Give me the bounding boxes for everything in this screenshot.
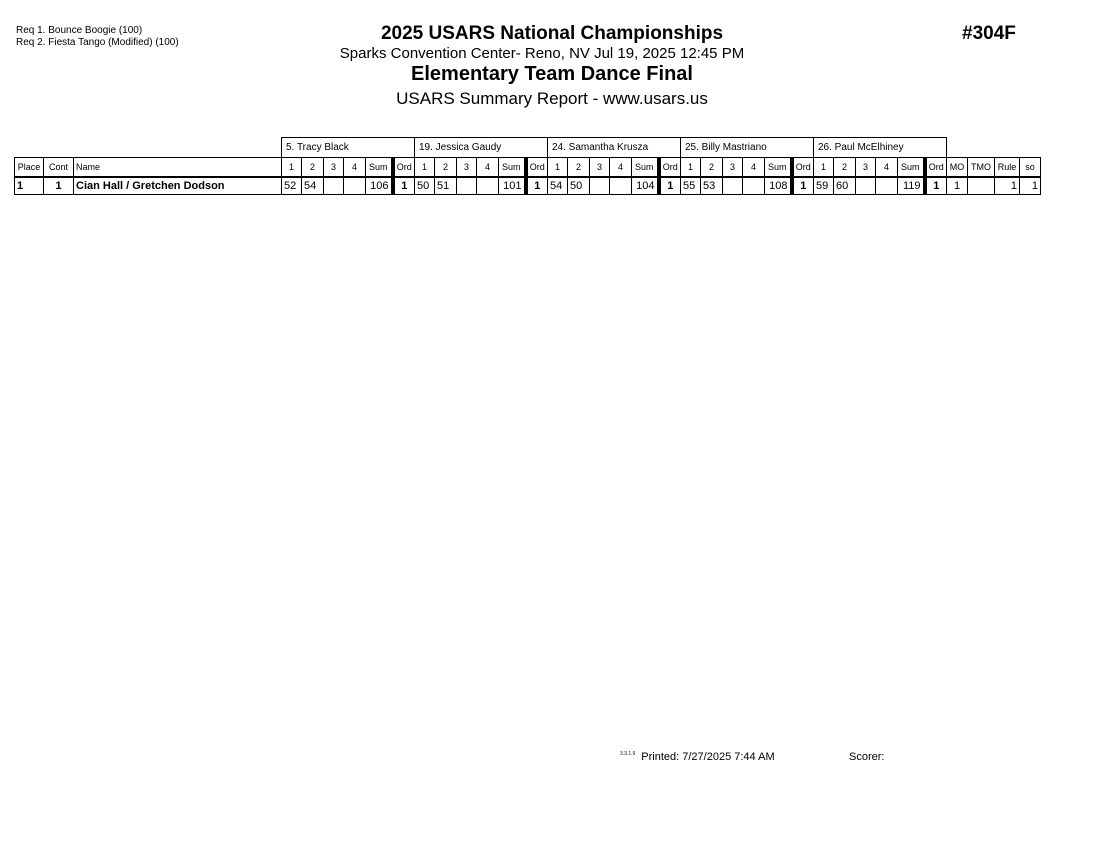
ordinal-cell: 1 (925, 177, 947, 195)
score-cell (856, 177, 876, 195)
table-row (15, 177, 1041, 195)
score-cell (324, 177, 344, 195)
score-cell (344, 177, 366, 195)
score-cell (723, 177, 743, 195)
sum-cell: 106 (366, 177, 393, 195)
score-cell: 54 (302, 177, 324, 195)
score-cell: 52 (282, 177, 302, 195)
column-header: 2 (568, 158, 590, 178)
column-header: 2 (701, 158, 723, 178)
sum-cell: 119 (898, 177, 925, 195)
column-header: 4 (477, 158, 499, 178)
column-header: Ord (925, 158, 947, 178)
column-header: 4 (344, 158, 366, 178)
print-footer (620, 751, 775, 763)
summary-table (14, 137, 1041, 195)
sum-cell: 101 (499, 177, 526, 195)
blank-cell (15, 138, 282, 158)
mo-cell: 1 (947, 177, 968, 195)
column-header: 1 (415, 158, 435, 178)
column-header: 3 (324, 158, 344, 178)
score-cell (590, 177, 610, 195)
event-title: Elementary Team Dance Final (411, 63, 693, 85)
column-header: 2 (834, 158, 856, 178)
column-header: 2 (435, 158, 457, 178)
score-cell: 59 (814, 177, 834, 195)
column-header: 4 (610, 158, 632, 178)
ordinal-cell: 1 (792, 177, 814, 195)
score-cell: 50 (568, 177, 590, 195)
judge-name: 24. Samantha Krusza (548, 138, 681, 158)
column-header: so (1020, 158, 1041, 178)
column-header: Ord (526, 158, 548, 178)
score-cell (743, 177, 765, 195)
judge-row (15, 138, 1041, 158)
column-header: Sum (499, 158, 526, 178)
column-header: TMO (968, 158, 995, 178)
tmo-cell (968, 177, 995, 195)
requirement-1: Req 1. Bounce Boogie (100) (16, 25, 143, 36)
score-cell: 51 (435, 177, 457, 195)
column-header: 3 (590, 158, 610, 178)
judge-name: 19. Jessica Gaudy (415, 138, 548, 158)
score-cell: 53 (701, 177, 723, 195)
column-header: 1 (282, 158, 302, 178)
printed-date: Printed: 7/27/2025 7:44 AM (641, 751, 775, 763)
sum-cell: 108 (765, 177, 792, 195)
score-cell: 60 (834, 177, 856, 195)
column-header: 3 (723, 158, 743, 178)
column-header: 1 (814, 158, 834, 178)
competition-title: 2025 USARS National Championships (380, 23, 724, 44)
column-header: Place (15, 158, 44, 178)
column-header: 2 (302, 158, 324, 178)
column-header: 4 (876, 158, 898, 178)
sum-cell: 104 (632, 177, 659, 195)
scorer-label: Scorer: (849, 751, 885, 763)
column-header: Cont (44, 158, 74, 178)
column-header: MO (947, 158, 968, 178)
so-cell: 1 (1020, 177, 1041, 195)
column-header: Ord (792, 158, 814, 178)
ordinal-cell: 1 (526, 177, 548, 195)
column-header: Name (74, 158, 282, 178)
header-row (15, 158, 1041, 178)
venue-date: Sparks Convention Center- Reno, NV Jul 19, 2025 12:45 PM (339, 45, 745, 62)
score-cell: 55 (681, 177, 701, 195)
score-cell (610, 177, 632, 195)
place-cell: 1 (15, 177, 44, 195)
score-cell: 50 (415, 177, 435, 195)
column-header: 1 (548, 158, 568, 178)
blank-cell (947, 138, 1041, 158)
judge-name: 26. Paul McElhiney (814, 138, 947, 158)
cont-cell: 1 (44, 177, 74, 195)
score-cell (457, 177, 477, 195)
column-header: Ord (393, 158, 415, 178)
column-header: 3 (457, 158, 477, 178)
ordinal-cell: 1 (393, 177, 415, 195)
column-header: Sum (765, 158, 792, 178)
rule-cell: 1 (995, 177, 1020, 195)
judge-name: 25. Billy Mastriano (681, 138, 814, 158)
column-header: Sum (898, 158, 925, 178)
score-cell: 54 (548, 177, 568, 195)
version-label: 3.3.1.9 (620, 751, 636, 757)
score-cell (876, 177, 898, 195)
column-header: Sum (632, 158, 659, 178)
name-cell: Cian Hall / Gretchen Dodson (74, 177, 282, 195)
report-title: USARS Summary Report - www.usars.us (396, 89, 708, 108)
score-cell (477, 177, 499, 195)
judge-name: 5. Tracy Black (282, 138, 415, 158)
column-header: Sum (366, 158, 393, 178)
requirement-2: Req 2. Fiesta Tango (Modified) (100) (16, 37, 179, 48)
event-number: #304F (962, 23, 1016, 44)
column-header: Rule (995, 158, 1020, 178)
column-header: 4 (743, 158, 765, 178)
ordinal-cell: 1 (659, 177, 681, 195)
column-header: 1 (681, 158, 701, 178)
column-header: Ord (659, 158, 681, 178)
column-header: 3 (856, 158, 876, 178)
